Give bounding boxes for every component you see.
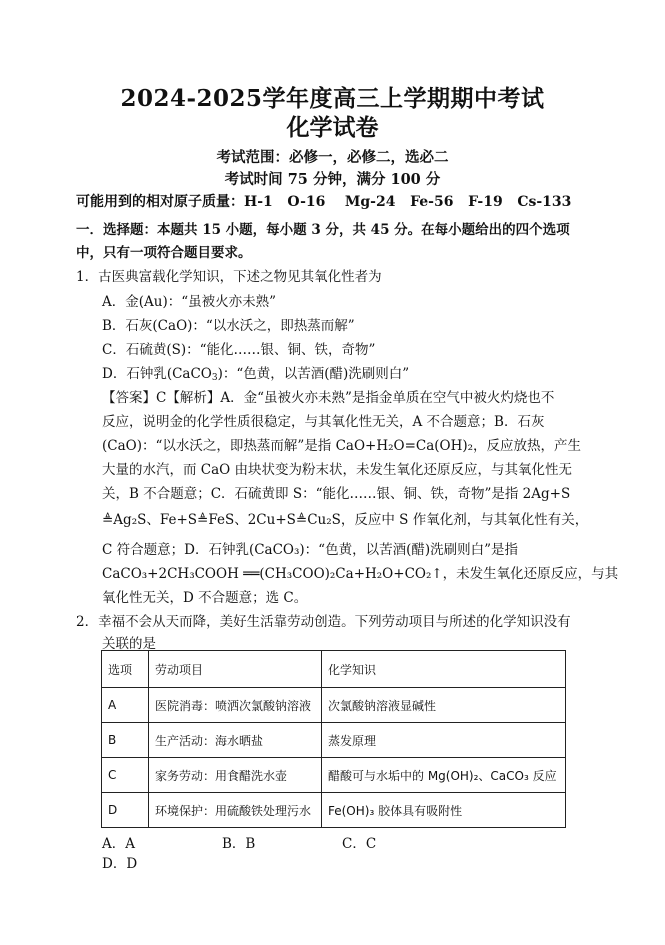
choice-b: B．B [222,836,256,852]
question-1-option-b: B．石灰(CaO)：“以水沃之，即热蒸而解” [102,318,355,334]
table-cell: C [102,758,149,793]
question-1-option-d: D．石钟乳(CaCO$_3$)：“色黄，以苦酒(醋)洗刷则白” [102,366,410,383]
question-1-option-c: C．石硫黄(S)：“能化……银、铜、铁，奇物” [102,342,376,358]
answer-line-9: 氧化性无关，D 不合题意；选 C。 [102,590,308,606]
question-1-option-a: A．金(Au)：“虽被火亦未熟” [102,294,277,310]
choice-d: D．D [102,856,138,872]
question-2-stem-line-1: 2．幸福不会从天而降，美好生活靠劳动创造。下列劳动项目与所述的化学知识没有 [76,614,571,630]
exam-title: 2024-2025学年度高三上学期期中考试 [120,85,545,112]
option-d-suffix: )：“色黄，以苦酒(醋)洗刷则白” [217,366,410,382]
table-row [102,723,566,758]
table-cell: 家务劳动：用食醋洗水壶 [149,758,322,793]
table-cell: 生产活动：海水晒盐 [149,723,322,758]
table-header-cell: 劳动项目 [149,651,322,688]
table-cell: 蒸发原理 [322,723,566,758]
table-cell: D [102,793,149,828]
table-cell: Fe(OH)₃ 胶体具有吸附性 [322,793,566,828]
answer-line-2: 反应，说明金的化学性质很稳定，与其氧化性无关，A 不合题意；B．石灰 [102,414,545,430]
table-cell: 次氯酸钠溶液显碱性 [322,688,566,723]
table-cell: 环境保护：用硫酸铁处理污水 [149,793,322,828]
question-2-stem-line-2: 关联的是 [102,636,156,652]
exam-time: 考试时间 75 分钟，满分 100 分 [224,171,441,188]
section-instructions-line-1: 一．选择题：本题共 15 小题，每小题 3 分，共 45 分。在每小题给出的四个选项 [76,222,570,238]
choice-a: A．A [102,836,135,852]
table-cell: 醋酸可与水垢中的 Mg(OH)₂、CaCO₃ 反应 [322,758,566,793]
table-header-cell: 选项 [102,651,149,688]
option-d-prefix: D．石钟乳(CaCO [102,366,212,382]
question-2-table [101,650,566,828]
question-1-stem: 1．古医典富载化学知识，下述之物见其氧化性者为 [76,269,382,285]
exam-subtitle: 化学试卷 [286,114,379,141]
table-row [102,793,566,828]
table-cell: A [102,688,149,723]
answer-line-6: ≜Ag₂S、Fe+S≜FeS、2Cu+S≜Cu₂S，反应中 S 作氧化剂，与其氧化性有关， [102,512,589,528]
table-cell: 医院消毒：喷洒次氯酸钠溶液 [149,688,322,723]
exam-scope: 考试范围：必修一，必修二，选必二 [216,149,449,166]
question-2-choices [102,832,522,872]
answer-line-3: (CaO)：“以水沃之，即热蒸而解”是指 CaO+H₂O=Ca(OH)₂，反应放热，产生 [102,438,582,454]
table-row [102,688,566,723]
table-row [102,758,566,793]
atomic-masses: 可能用到的相对原子质量：H-1 O-16 Mg-24 Fe-56 F-19 Cs-133 [76,194,572,210]
answer-line-8: CaCO₃+2CH₃COOH ══(CH₃COO)₂Ca+H₂O+CO₂↑，未发生氧化还原反应，与其 [102,566,619,582]
answer-line-5: 关，B 不合题意；C．石硫黄即 S：“能化……银、铜、铁，奇物”是指 2Ag+S [102,486,571,502]
answer-line-7: C 符合题意；D．石钟乳(CaCO₃)：“色黄，以苦酒(醋)洗刷则白”是指 [102,542,519,558]
table-cell: B [102,723,149,758]
answer-line-1: 【答案】C【解析】A．金“虽被火亦未熟”是指金单质在空气中被火灼烧也不 [102,390,555,406]
answer-line-4: 大量的水汽，而 CaO 由块状变为粉末状，未发生氧化还原反应，与其氧化性无 [102,462,573,478]
choice-c: C．C [342,836,377,852]
table-header-row [102,651,566,688]
table-header-cell: 化学知识 [322,651,566,688]
section-instructions-line-2: 中，只有一项符合题目要求。 [76,245,252,261]
